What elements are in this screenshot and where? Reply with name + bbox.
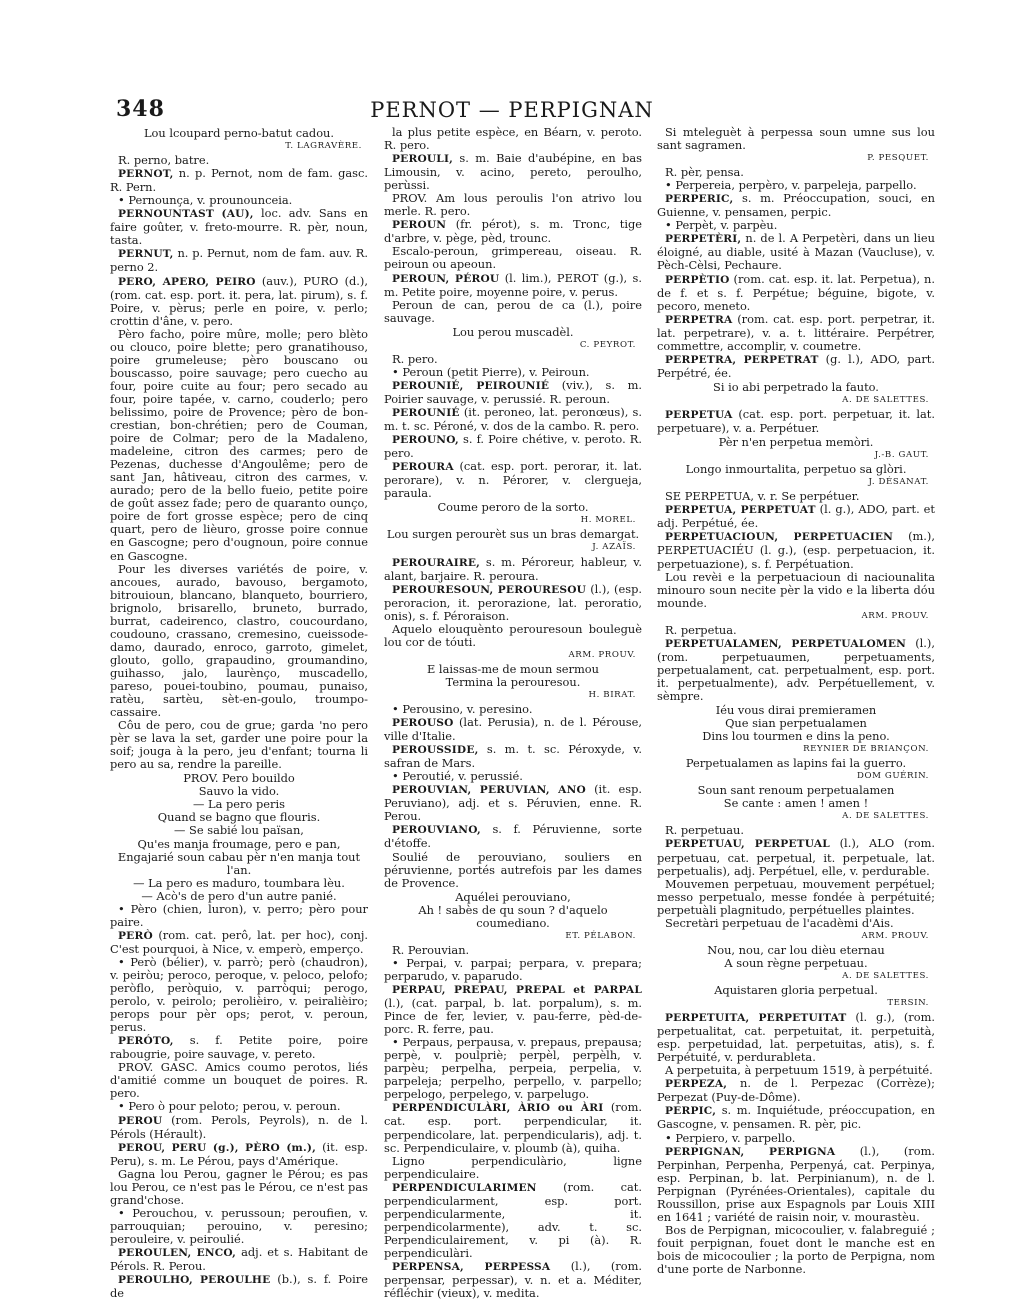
- headword: PERNOT,: [118, 168, 174, 181]
- dictionary-entry: [384, 1101, 642, 1154]
- dictionary-entry: [384, 218, 642, 245]
- entry-text: • Perpèt, v. parpèu.: [665, 218, 778, 233]
- entry-text: • Peroutié, v. perussié.: [392, 769, 523, 784]
- dictionary-entry: [110, 1034, 368, 1061]
- verse-quote: [657, 984, 935, 997]
- dictionary-entry: [384, 433, 642, 460]
- entry-text: (fr. pérot), s. m. Tronc, tige d'arbre, v. pège, pèd, trounc.: [384, 217, 642, 246]
- entry-text: Bos de Perpignan, micocoulier, v. falabreguié ; fouit perpignan, fouet dont le manche est en bois de micocoulier ; la porto de Perpigna, nom d'une porte de Narbonne.: [657, 1222, 935, 1276]
- dictionary-entry: [110, 563, 368, 720]
- verse-line: PROV. Pero bouildo: [183, 771, 295, 786]
- dictionary-entry: [384, 379, 642, 406]
- entry-text: s. m. Préoccupation, souci, en Guienne, v. pensamen, perpic.: [657, 191, 935, 220]
- dictionary-entry: [657, 637, 935, 703]
- entry-text: R. pero.: [392, 351, 438, 366]
- entry-text: (lat. Perusia), n. de l. Pérouse, ville d'Italie.: [384, 715, 642, 744]
- quote-attribution: A. DE SALETTES.: [842, 970, 929, 981]
- verse-quote: [657, 784, 935, 810]
- headword: PERPETRA: [665, 313, 733, 326]
- verse-quote: [657, 463, 935, 476]
- entry-text: • Perpai, v. parpai; perpara, v. prepara; perparudo, v. paparudo.: [384, 955, 642, 983]
- entry-text: R. perno, batre.: [118, 153, 210, 168]
- dictionary-entry: [384, 823, 642, 850]
- verse-line: — Acò's de pero d'un autre panié.: [141, 888, 337, 903]
- dictionary-entry: [110, 1141, 368, 1168]
- dictionary-entry: [110, 1246, 368, 1273]
- headword: PEROURESOUN, PEROURESOU: [392, 583, 587, 596]
- verse-line: Engajarié soun cabau pèr n'en manja tout l'an.: [117, 849, 361, 877]
- headword: PEROURAIRE,: [392, 556, 481, 569]
- dictionary-entry: [657, 1145, 935, 1224]
- dictionary-entry: [657, 313, 935, 353]
- headword: PEROUN: [392, 219, 447, 232]
- dictionary-entry: [384, 1260, 642, 1300]
- dictionary-entry: [384, 152, 642, 192]
- quote-attribution: ARM. PROUV.: [861, 610, 929, 621]
- verse-quote: [110, 772, 368, 902]
- entry-text: n. p. Pernut, nom de fam. auv. R. perno 2.: [110, 246, 368, 275]
- entry-text: PROV. Am lous peroulis l'on atrivo lou merle. R. pero.: [384, 191, 642, 219]
- headword: PERPETUAU, PERPETUAL: [665, 838, 830, 851]
- entry-text: Secretàri perpetuau de l'acadèmi d'Ais.: [665, 915, 894, 930]
- entry-text: Gagna lou Perou, gagner le Pérou; es pas lou Perou, ce n'est pas le Pérou, ce n'est pas grand'chose.: [110, 1166, 368, 1207]
- verse-line: Termina la perouresou.: [445, 674, 581, 689]
- quote-attribution: REYNIER DE BRIANÇON.: [803, 744, 929, 755]
- entry-text: SE PERPETUA, v. r. Se perpétuer.: [665, 489, 860, 504]
- dictionary-entry: [110, 207, 368, 247]
- dictionary-entry: [110, 903, 368, 929]
- entry-text: (it. esp. Peru), s. m. Le Pérou, pays d'Amérique.: [110, 1139, 368, 1168]
- headword: PERPEZA,: [665, 1078, 728, 1091]
- entry-text: s. m. Inquiétude, préoccupation, en Gascogne, v. pensamen. R. pèr, pic.: [657, 1103, 935, 1132]
- page-number: 348: [116, 96, 165, 122]
- entry-text: • Pero ò pour peloto; perou, v. peroun.: [118, 1099, 341, 1114]
- entry-text: n. de l. A Perpetèri, dans un lieu éloigné, au diable, usité à Mazan (Vaucluse), v. Pèch-Cèlsi, Pechaure.: [657, 231, 935, 273]
- dictionary-entry: [657, 126, 935, 152]
- dictionary-entry: [110, 1273, 368, 1300]
- entry-text: Lou revèi e la perpetuacioun di naciounalita minouro soun necite pèr la vido e la liberta dóu mounde.: [657, 569, 935, 610]
- verse-line: — La pero peris: [193, 797, 285, 812]
- quote-attribution: T. LAGRAVÈRE.: [285, 141, 362, 152]
- entry-text: (l.), ALO (rom. perpetuau, cat. perpetual, it. perpetuale, lat. perpetualis), adj. Perpétuel, elle, v. perdurable.: [657, 836, 935, 878]
- verse-line: Nou, nou, car lou dièu eternau: [707, 942, 885, 957]
- dictionary-entry: [657, 503, 935, 530]
- dictionary-entry: [110, 719, 368, 771]
- headword: PERPETÈRI,: [665, 233, 742, 246]
- headword: PEROURA: [392, 461, 454, 474]
- entry-text: (it. esp. Peruviano), adj. et s. Péruvien, enne. R. Perou.: [384, 782, 642, 824]
- verse-line: Coume peroro de la sorto.: [437, 500, 589, 515]
- headword: PERPETUA: [665, 408, 733, 421]
- dictionary-entry: [110, 956, 368, 1034]
- verse-quote: [384, 663, 642, 689]
- dictionary-entry: [657, 1224, 935, 1276]
- verse-line: Dins lou tourmen e dins la peno.: [702, 729, 890, 744]
- entry-text: (rom. cat. esp. port. perpetrar, it. lat. perpetrare), v. a. t. littéraire. Perpétrer, commettre, accomplir, v. coumetre.: [657, 311, 935, 353]
- verse-quote: [384, 528, 642, 541]
- entry-text: Soulié de perouviano, souliers en péruvienne, portés autrefois par les dames de Provence.: [384, 849, 642, 890]
- dictionary-entry: [657, 624, 935, 637]
- verse-line: Quand se bagno que flouris.: [157, 810, 321, 825]
- dictionary-entry: [110, 275, 368, 328]
- entry-text: • Peroun (petit Pierre), v. Peiroun.: [392, 364, 590, 379]
- entry-text: • Però (bélier), v. parrò; però (chaudron), v. peiròu; peroco, peroque, v. peloco, pelofo; peròflo, peròquio, v. parròqui; perogo, perolo, v. peirolo; perolièiro, v. peiralièiro; perops pour pèr ops; perot, v. peroun, perus.: [110, 954, 368, 1035]
- entry-text: R. pèr, pensa.: [665, 165, 744, 180]
- dictionary-entry: [657, 1011, 935, 1064]
- entry-text: s. m. Baie d'aubépine, en bas Limousin, v. acino, pereto, peroulho, perùssi.: [384, 151, 642, 193]
- entry-text: s. m. t. sc. Péroxyde, v. safran de Mars.: [384, 742, 643, 771]
- verse-line: E laissas-me de moun sermou: [427, 661, 599, 676]
- headword: PERPETUITA, PERPETUITAT: [665, 1012, 847, 1025]
- dictionary-entry: [657, 1104, 935, 1131]
- dictionary-entry: [384, 406, 642, 433]
- quote-attribution: C. PEYROT.: [579, 339, 636, 350]
- headword: PEROULEN, ENCO,: [118, 1246, 237, 1259]
- verse-line: — Se sabié lou païsan,: [174, 823, 304, 838]
- quote-attribution: TERSIN.: [887, 998, 929, 1009]
- dictionary-entry: [657, 273, 935, 313]
- entry-text: Escalo-peroun, grimpereau, oiseau. R. peiroun ou apeoun.: [384, 244, 642, 272]
- entry-text: la plus petite espèce, en Béarn, v. peroto. R. pero.: [384, 125, 642, 153]
- entry-text: • Pèro (chien, luron), v. perro; pèro pour paire.: [110, 901, 368, 929]
- verse-line: Lou surgen perourèt sus un bras demargat.: [386, 527, 640, 542]
- dictionary-entry: [110, 1061, 368, 1100]
- entry-text: n. de l. Perpezac (Corrèze); Perpezat (Puy-de-Dôme).: [657, 1076, 936, 1105]
- headword: PEROUVIAN, PERUVIAN, ANO: [392, 784, 586, 797]
- quote-attribution: ET. PÉLABON.: [565, 930, 636, 941]
- verse-line: Lou perou muscadèl.: [452, 324, 574, 339]
- verse-quote: [657, 436, 935, 449]
- headword: PERPENDICULARIMEN: [392, 1181, 537, 1194]
- quote-attribution: ARM. PROUV.: [861, 930, 929, 941]
- entry-text: R. perpetua.: [665, 622, 737, 637]
- entry-text: A perpetuita, à perpetuum 1519, à perpétuité.: [665, 1063, 933, 1078]
- entry-text: PROV. GASC. Amics coumo perotos, liés d'amitié comme un bouquet de poires. R. pero.: [110, 1060, 368, 1101]
- entry-text: (m.), PERPETUACIÉU (l. g.), (esp. perpetuacion, it. perpetuazione), s. f. Perpétuation.: [657, 529, 935, 571]
- headword: PERÓTO,: [118, 1035, 174, 1048]
- verse-line: A soun règne perpetuau.: [724, 955, 868, 970]
- entry-text: Aquelo elouquènto perouresoun bouleguè lou cor de tóuti.: [384, 621, 642, 649]
- dictionary-entry: [657, 232, 935, 272]
- headword: PERNUT,: [118, 248, 174, 261]
- entry-text: (l.), (cat. parpal, b. lat. porpalum), s. m. Pince de fer, levier, v. pau-ferre, pèd-de-porc. R. ferre, pau.: [384, 996, 642, 1037]
- running-title: PERNOT — PERPIGNAN: [370, 98, 654, 122]
- headword: PEROUSSIDE,: [392, 744, 479, 757]
- verse-line: Que sian perpetualamen: [725, 716, 867, 731]
- dictionary-entry: [384, 272, 642, 299]
- headword: PEROUSO: [392, 717, 454, 730]
- entry-text: • Perouchou, v. perussoun; peroufien, v. parrouquian; perouino, v. peresino; perouleire, v. peiroulié.: [110, 1205, 368, 1246]
- headword: PEROUNIÉ: [392, 406, 460, 419]
- entry-text: Si mteleguèt à perpessa soun umne sus lou sant sagramen.: [657, 125, 935, 153]
- dictionary-entry: [384, 1155, 642, 1181]
- entry-text: Peroun de can, perou de ca (l.), poire sauvage.: [384, 297, 642, 325]
- headword: PERPETUALAMEN, PERPETUALOMEN: [665, 637, 906, 650]
- entry-text: Pèro facho, poire mûre, molle; pero blèto ou clouco, poire blette; pero granatihouso, poire grumeleuse; pèro bouscano ou bouscasso, poire sauvage; pero cuecho au four, poire cuite au four; pero secado au four, poire tapée, v. carno, couderlo; pero belissimo, poire de Provence; pèro de bon-crestian, bon-chrétien; pero de Couman, poire de Colmar; pero de la Madaleno, madeleine, citron des carmes; pero de Pezenas, duchesse d'Angoulême; pero de sant Jan, hâtiveau, citron des carmes, v. aurado; pero de la bello fueio, petite poire de goût assez fade; pero de quaranto ounço, poire de fort grosse espèce; pero de cinq quart, pero de lièuro, grosse poire connue en Gascogne; pero d'ougnoun, poire connue en Gascogne.: [110, 326, 368, 563]
- entry-text: (g. l.), ADO, part. Perpétré, ée.: [657, 351, 935, 380]
- verse-quote: [657, 944, 935, 970]
- quote-attribution: ARM. PROUV.: [568, 649, 636, 660]
- entry-text: (rom. cat. esp. it. lat. Perpetua), n. de f. et s. f. Perpétue; béguine, bigote, v. pecoro, meneto.: [657, 271, 935, 313]
- entry-text: (viv.), s. m. Poirier sauvage, v. perussié. R. peroun.: [384, 377, 642, 406]
- entry-text: (rom. cat. perô, lat. per hoc), conj. C'est pourquoi, à Nice, v. emperò, emperço.: [110, 927, 368, 956]
- dictionary-entry: [110, 328, 368, 563]
- column-left: [110, 126, 369, 1300]
- verse-line: Sauvo la vido.: [198, 784, 280, 799]
- entry-text: (l.), (esp. peroracion, it. perorazione, lat. peroratio, onis), s. f. Péroraison.: [384, 581, 642, 623]
- entry-text: n. p. Pernot, nom de fam. gasc. R. Pern.: [110, 166, 369, 195]
- verse-quote: [384, 891, 642, 930]
- verse-line: — La pero es maduro, toumbara lèu.: [133, 875, 345, 890]
- entry-text: loc. adv. Sans en faire goûter, v. freto-mourre. R. pèr, noun, tasta.: [110, 206, 368, 248]
- entry-text: (l.), (rom. Perpinhan, Perpenha, Perpenyá, cat. Perpinya, esp. Perpinan, b. lat. Perpinianum), n. de l. Perpignan (Pyrénées-Orientales), capitale du Roussillon, prise aux Espagnols par Louis XIII en 1641 ; variété de raisin noir, v. mourastèu.: [657, 1143, 935, 1224]
- dictionary-entry: [384, 126, 642, 152]
- dictionary-entry: [384, 957, 642, 983]
- dictionary-entry: [384, 1036, 642, 1101]
- headword: PERPETUACIOUN, PERPETUACIEN: [665, 531, 894, 544]
- quote-attribution: H. BIRAT.: [588, 689, 636, 700]
- dictionary-entry: [110, 929, 368, 956]
- headword: PERPETRA, PERPETRAT: [665, 353, 819, 366]
- verse-line: Aquistaren gloria perpetual.: [714, 983, 878, 997]
- headword: PEROUN, PÉROU: [392, 272, 500, 285]
- quote-attribution: J. AZAÏS.: [592, 542, 636, 553]
- headword: PEROUNO,: [392, 434, 459, 447]
- verse-line: Pèr n'en perpetua memòri.: [718, 435, 874, 450]
- entry-text: (l. g.), (rom. perpetualitat, cat. perpetuitat, it. perpetuità, esp. perpetuidad, lat. perpetuitas, atis), s. f. Perpétuité, v. perdurableta.: [657, 1010, 935, 1065]
- verse-line: Longo inmourtalita, perpetuo sa glòri.: [685, 462, 907, 477]
- entry-text: (l.), (rom. perpensar, perpessar), v. n. et a. Méditer, réfléchir (vieux), v. medita.: [384, 1258, 643, 1300]
- entry-text: • Perpiero, v. parpello.: [665, 1130, 796, 1145]
- dictionary-entry: [110, 1207, 368, 1246]
- entry-text: Ligno perpendiculàrio, ligne perpendiculaire.: [384, 1153, 642, 1181]
- verse-line: Lou lcoupard perno-batut cadou.: [143, 126, 335, 140]
- entry-text: (l. g.), ADO, part. et adj. Perpétué, ée.: [657, 502, 935, 531]
- verse-line: Soun sant renoum perpetualamen: [697, 783, 895, 798]
- entry-text: R. Perouvian.: [392, 942, 470, 957]
- headword: PERPETUA, PERPETUAT: [665, 504, 816, 517]
- headword: PERÒ: [118, 929, 153, 942]
- verse-quote: [657, 381, 935, 394]
- quote-attribution: J. DÉSANAT.: [868, 477, 929, 488]
- verse-line: Si io abi perpetrado la fauto.: [713, 379, 879, 394]
- quote-attribution: J.-B. GAUT.: [874, 450, 929, 461]
- column-right: [657, 125, 936, 1276]
- dictionary-entry: [384, 743, 642, 770]
- headword: PERPÈTIO: [665, 273, 730, 286]
- entry-text: Mouvemen perpetuau, mouvement perpétuel; messo perpetualo, messe fondée à perpétuité; perpetuàli plagnitudo, perpétuelles plaintes.: [657, 876, 935, 917]
- headword: PEROULHO, PEROULHE: [118, 1274, 271, 1287]
- dictionary-entry: [657, 1077, 935, 1104]
- entry-text: s. m. Péroreur, hableur, v. alant, barjaire. R. peroura.: [384, 554, 643, 583]
- headword: PERNOUNTAST (AU),: [118, 208, 254, 221]
- headword: PERPAU, PREPAU, PREPAL et PARPAL: [392, 984, 642, 996]
- verse-quote: [110, 127, 368, 140]
- entry-text: s. f. Poire chétive, v. peroto. R. pero.: [384, 432, 642, 461]
- dictionary-entry: [384, 783, 642, 823]
- entry-text: R. perpetuau.: [665, 823, 744, 838]
- dictionary-entry: [384, 1181, 642, 1260]
- dictionary-entry: [384, 556, 642, 583]
- quote-attribution: P. PESQUET.: [867, 153, 929, 164]
- entry-text: s. f. Péruvienne, sorte d'étoffe.: [384, 822, 642, 851]
- entry-text: • Pernounça, v. prounounceia.: [118, 193, 293, 208]
- dictionary-entry: [384, 245, 642, 271]
- dictionary-entry: [110, 247, 368, 274]
- dictionary-entry: [657, 571, 935, 610]
- verse-quote: [657, 757, 935, 770]
- dictionary-entry: [657, 353, 935, 380]
- dictionary-entry: [384, 583, 642, 623]
- headword: PERPENSA, PERPESSA: [392, 1260, 551, 1273]
- verse-line: Aquélei perouviano,: [455, 889, 571, 904]
- verse-line: Ah ! sabès de qu soun ? d'aquelo coumediano.: [418, 902, 608, 930]
- headword: PERPIC,: [665, 1105, 717, 1118]
- dictionary-entry: [110, 1114, 368, 1141]
- entry-text: Pour les diverses variétés de poire, v. ancoues, aurado, bavouso, bergamoto, bitrouioun, blancano, blanqueto, bourriero, brignolo, brisarello, bruneto, burrado, burrat, cadeirenco, clastro, coucourdano, coudouno, crassano, cremesino, cueissode-damo, daurado, enroco, garroto, gimelet, glouto, gollo, grapaudino, groumandino, guihasso, jalo, laurènço, muscadello, pareso, pouei-toubino, poumau, punaiso, ratèu, sartèu, sèt-en-goulo, troumpo-cassaire.: [110, 561, 368, 720]
- dictionary-entry: [384, 983, 642, 1036]
- verse-line: Iéu vous dirai premieramen: [715, 703, 877, 718]
- quote-attribution: A. DE SALETTES.: [842, 811, 929, 822]
- verse-quote: [384, 326, 642, 339]
- entry-text: (rom. cat. perpendicularment, esp. port. perpendicularmente, it. perpendicolarmente), adv. t. sc. Perpendiculairement, v. pi (à). R. perpendiculàri.: [384, 1179, 642, 1260]
- entry-text: (auv.), PURO (d.), (rom. cat. esp. port. it. pera, lat. pirum), s. f. Poire, v. pèrus; perle en poire, v. perlo; crottin d'âne, v. pero.: [110, 273, 368, 328]
- dictionary-entry: [384, 851, 642, 890]
- quote-attribution: A. DE SALETTES.: [842, 394, 929, 405]
- headword: PEROU, PERU (g.), PÈRO (m.),: [118, 1141, 316, 1154]
- dictionary-entry: [110, 167, 368, 194]
- headword: PEROU: [118, 1114, 163, 1127]
- entry-text: (rom. Perols, Peyrols), n. de l. Pérols (Hérault).: [110, 1112, 368, 1141]
- dictionary-entry: [657, 837, 935, 877]
- entry-text: (b.), s. f. Poire de: [110, 1272, 368, 1300]
- headword: PEROUNIÉ, PEIROUNIÉ: [392, 379, 550, 392]
- dictionary-entry: [657, 408, 935, 435]
- quote-attribution: H. MOREL.: [580, 515, 636, 526]
- verse-quote: [384, 501, 642, 514]
- dictionary-entry: [657, 530, 935, 570]
- entry-text: (cat. esp. port. perpetuar, it. lat. perpetuare), v. a. Perpétuer.: [657, 406, 935, 436]
- entry-text: Côu de pero, cou de grue; garda 'no pero pèr se lava la set, garder une poire pour la soif; jouga à la pero, jeu d'enfant; tourna li pero au sa, rendre la pareille.: [110, 718, 368, 772]
- dictionary-entry: [384, 460, 642, 500]
- entry-text: (l. lim.), PEROT (g.), s. m. Petite poire, moyenne poire, v. perus.: [384, 270, 642, 299]
- dictionary-entry: [110, 1168, 368, 1207]
- dictionary-entry: [384, 716, 642, 743]
- quote-attribution: DOM GUÉRIN.: [856, 771, 929, 782]
- dictionary-entry: [384, 299, 642, 325]
- dictionary-entry: [657, 192, 935, 219]
- dictionary-entry: [657, 917, 935, 930]
- headword: PERPERIC,: [665, 193, 734, 206]
- headword: PERO, APERO, PEIRO: [118, 275, 256, 288]
- entry-text: (rom. cat. esp. port. perpendicular, it. perpendicolare, lat. perpendicularis), adj. t. sc. Perpendiculaire, v. ploumb (à), quiha.: [384, 1100, 643, 1155]
- verse-quote: [657, 704, 935, 743]
- entry-text: (cat. esp. port. perorar, it. lat. perorare), v. n. Pérorer, v. clergueja, paraula.: [384, 459, 642, 501]
- entry-text: • Perpaus, perpausa, v. prepaus, prepausa; perpè, v. poulpriè; perpèl, perpèlh, v. parpèu; perpelha, perpeia, perpelia, v. parpeleja; perpelho, perpello, v. parpello; perpelogo, perpelego, v. parpelugo.: [384, 1035, 642, 1102]
- entry-text: s. f. Petite poire, poire rabougrie, poire sauvage, v. pereto.: [110, 1033, 369, 1062]
- verse-line: Se cante : amen ! amen !: [723, 796, 869, 811]
- entry-text: (it. peroneo, lat. peronœus), s. m. t. sc. Péroné, v. dos de la cambo. R. pero.: [384, 404, 642, 434]
- entry-text: adj. et s. Habitant de Pérols. R. Perou.: [110, 1244, 369, 1274]
- dictionary-entry: [384, 623, 642, 649]
- verse-line: Perpetualamen as lapins fai la guerro.: [685, 756, 907, 771]
- headword: PEROUVIANO,: [392, 824, 481, 837]
- headword: PERPIGNAN, PERPIGNA: [665, 1145, 836, 1158]
- dictionary-entry: [657, 878, 935, 917]
- headword: PEROULI,: [392, 153, 454, 166]
- entry-text: (l.), (rom. perpetuaumen, perpetuaments, perpetualament, cat. perpetualment, esp. port. it. perpetualmente), adv. Perpétuellement, v. sèmpre.: [657, 635, 935, 703]
- column-middle: [384, 125, 643, 1300]
- verse-line: Qu'es manja froumage, pero e pan,: [137, 836, 341, 851]
- dictionary-entry: [384, 192, 642, 218]
- headword: PERPENDICULÀRI, ÀRIO ou ÀRI: [392, 1102, 604, 1115]
- entry-text: • Perpereia, perpèro, v. parpeleja, parpello.: [665, 178, 917, 193]
- entry-text: • Perousino, v. peresino.: [392, 702, 533, 717]
